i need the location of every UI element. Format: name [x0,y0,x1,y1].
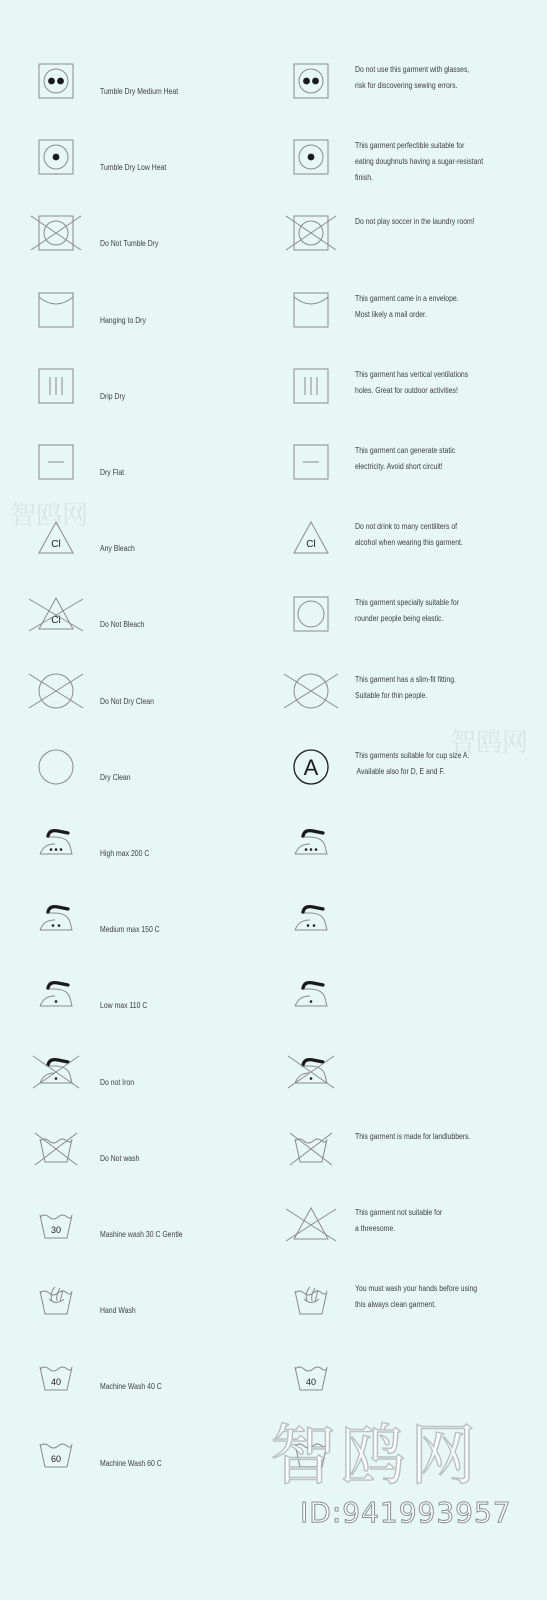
dry-clean-a-glyph: A [303,754,319,780]
line-dry-icon [292,291,330,329]
faint-watermark: 智鸥网 [450,728,529,758]
hand-wash-icon [37,1281,75,1319]
do-not-wash-icon [292,1129,330,1167]
iron-high-icon [292,824,330,862]
humor-description: This garments suitable for cup size A. Available also for D, E and F. [355,750,470,776]
bleach-cl-glyph: Cl [51,615,61,627]
symbol-label: Dry Clean [100,772,131,782]
crossed-triangle-icon [292,1205,330,1243]
symbol-label: Do Not Dry Clean [100,696,154,706]
symbol-label: Hanging to Dry [100,315,146,325]
bleach-cl-glyph: Cl [51,539,61,551]
tumble-dry-low-icon [292,138,330,176]
do-not-bleach-icon [37,595,75,633]
do-not-tumble-dry-icon [37,214,75,252]
symbol-label: Do Not Tumble Dry [100,239,159,249]
symbol-label: Tumble Dry Medium Heat [100,87,179,96]
line-dry-icon [37,291,75,329]
do-not-iron-icon [37,1053,75,1091]
any-bleach-icon [292,519,330,557]
humor-description: This garment came in a envelope. Most likely a mail order. [355,293,459,319]
wash-temp-glyph: 30 [50,1225,62,1235]
do-not-dry-clean-icon [37,672,75,710]
humor-description: This garment has a slim-fit fitting. Suitable for thin people. [355,674,456,700]
bleach-cl-glyph: Cl [306,539,316,551]
tumble-dry-low-icon [37,138,75,176]
do-not-iron-icon [292,1053,330,1091]
hand-wash-icon [292,1281,330,1319]
tumble-dry-medium-icon [37,62,75,100]
humor-description: This garment can generate static electricity. Avoid short circuit! [355,446,456,471]
humor-description: This garment perfectible suitable for eating doughnuts having a sugar-resistant finish. [355,141,484,183]
symbol-label: Dry Flat [100,468,125,477]
iron-low-icon [292,976,330,1014]
symbol-label: Any Bleach [100,544,135,554]
wash-temp-glyph: 60 [50,1453,62,1464]
symbol-label: High max 200 C [100,849,150,858]
humor-description: This garment is made for landlubbers. [355,1131,471,1141]
dry-flat-icon [292,443,330,481]
tumble-dry-medium-icon [292,62,330,100]
wash-temp-glyph: 40 [305,1377,317,1388]
iron-medium-icon [292,900,330,938]
symbol-label: Mashine wash 30 C Gentle [100,1230,183,1239]
watermark-logo: 智鸥网 [270,1417,480,1494]
dry-clean-a-icon [292,748,330,786]
symbol-label: Do Not wash [100,1153,140,1163]
symbol-label: Low max 110 C [100,1001,148,1011]
humor-description: This garment specially suitable for rounder people being elastic. [355,598,460,624]
drip-dry-icon [292,367,330,405]
symbol-label: Drip Dry [100,391,126,401]
iron-low-icon [37,976,75,1014]
symbol-label: Hand Wash [100,1306,136,1316]
humor-description: Do not play soccer in the laundry room! [355,217,475,227]
machine-wash-60-icon [37,1434,75,1472]
do-not-dry-clean-icon [292,672,330,710]
dry-flat-icon [37,443,75,481]
symbol-label: Machine Wash 40 C [100,1382,162,1392]
rounded-square-icon [292,595,330,633]
iron-medium-icon [37,900,75,938]
do-not-wash-icon [37,1129,75,1167]
symbol-label: Tumble Dry Low Heat [100,163,167,173]
drip-dry-icon [37,367,75,405]
humor-description: You must wash your hands before using this always clean garment. [355,1284,478,1310]
symbol-label: Do not Iron [100,1077,135,1087]
machine-wash-40-icon [37,1357,75,1395]
watermark-id: ID:941993957 [300,1496,512,1529]
faint-watermark: 智鸥网 [10,501,89,531]
humor-description: Do not drink to many centiliters of alcohol when wearing this garment. [355,522,463,548]
symbol-label: Machine Wash 60 C [100,1458,162,1468]
humor-description: This garment not suitable for a threesome. [355,1208,443,1233]
humor-description: Do not use this garment with glasses, risk for discovering sewing errors. [355,65,470,90]
dry-clean-icon [37,748,75,786]
wash-temp-glyph: 40 [50,1377,62,1388]
machine-wash-40-icon [292,1357,330,1395]
iron-high-icon [37,824,75,862]
symbol-label: Medium max 150 C [100,925,160,935]
machine-wash-30-icon [37,1205,75,1243]
humor-description: This garment has vertical ventilations holes. Great for outdoor activities! [355,369,469,395]
do-not-tumble-dry-icon [292,214,330,252]
symbol-label: Do Not Bleach [100,620,145,630]
